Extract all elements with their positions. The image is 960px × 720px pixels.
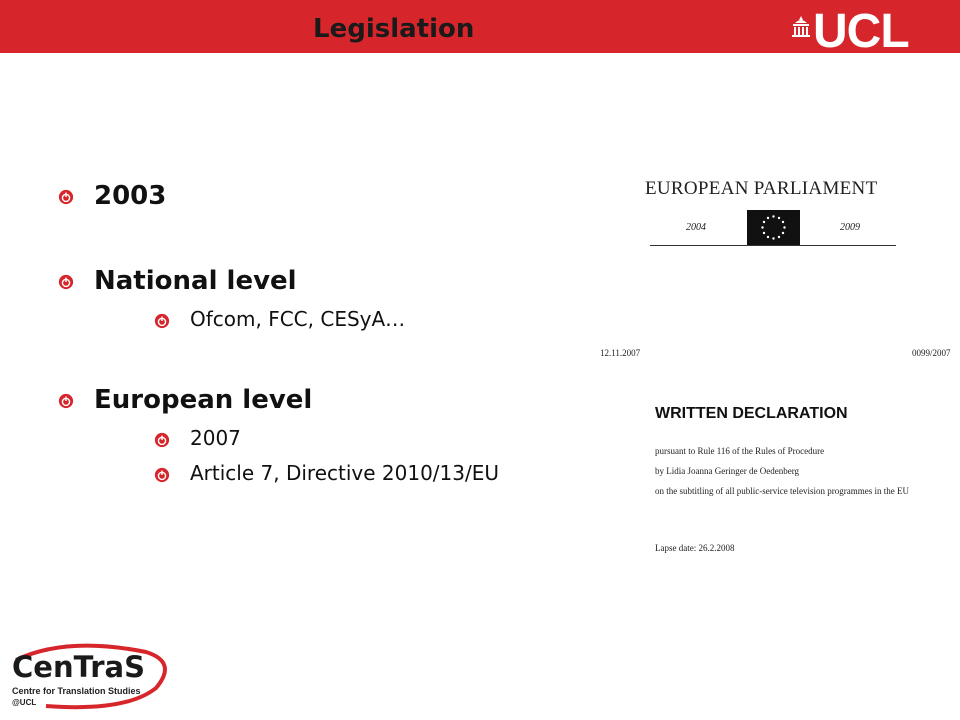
slide-title: Legislation [313, 14, 475, 44]
bullet-item: 2003 [94, 181, 167, 211]
bullet-item: European level [94, 385, 313, 415]
sub-bullet-item: Ofcom, FCC, CESyA… [190, 307, 406, 331]
document-line: on the subtitling of all public-service television programmes in the EU [655, 486, 909, 496]
sub-bullet-item: 2007 [190, 426, 241, 450]
document-line: by Lidia Joanna Geringer de Oedenberg [655, 466, 800, 476]
red-circle-bullet-icon [58, 393, 74, 409]
document-date: 12.11.2007 [600, 348, 641, 358]
document-divider [650, 245, 896, 246]
centras-logo-affiliation: @UCL [12, 698, 37, 707]
red-circle-bullet-icon [154, 313, 170, 329]
document-heading: WRITTEN DECLARATION [655, 405, 848, 422]
centras-logo-name: CenTraS [12, 650, 145, 684]
document-year-end: 2009 [840, 222, 860, 233]
document-header: EUROPEAN PARLIAMENT [645, 178, 878, 199]
document-line: pursuant to Rule 116 of the Rules of Procedure [655, 446, 825, 456]
sub-bullet-item: Article 7, Directive 2010/13/EU [190, 461, 499, 485]
red-circle-bullet-icon [58, 274, 74, 290]
ucl-logo: UCL [813, 5, 909, 58]
red-circle-bullet-icon [154, 467, 170, 483]
eu-flag-icon [747, 210, 800, 245]
red-circle-bullet-icon [58, 189, 74, 205]
centras-logo-subtitle: Centre for Translation Studies [12, 686, 141, 696]
bullet-item: National level [94, 266, 297, 296]
red-circle-bullet-icon [154, 432, 170, 448]
document-year-start: 2004 [686, 222, 706, 233]
document-ref: 0099/2007 [912, 348, 951, 358]
document-lapse-date: Lapse date: 26.2.2008 [655, 543, 735, 553]
ucl-portico-icon [792, 16, 810, 38]
